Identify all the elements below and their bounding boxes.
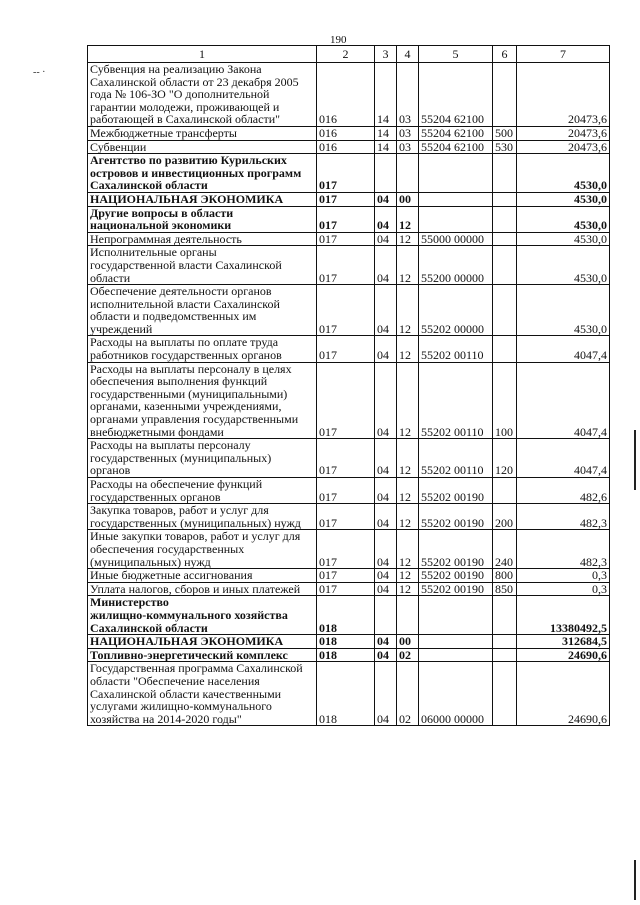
scan-edge-mark bbox=[634, 860, 636, 900]
amount-cell: 13380492,5 bbox=[517, 596, 610, 635]
ministry-code-cell: 018 bbox=[317, 596, 375, 635]
target-article-code-cell: 55202 00190 bbox=[419, 582, 493, 596]
expense-type-code-cell: 120 bbox=[493, 439, 517, 478]
column-number: 6 bbox=[493, 46, 517, 63]
target-article-code-cell bbox=[419, 206, 493, 232]
table-row bbox=[88, 63, 610, 127]
section-code-cell: 04 bbox=[375, 648, 397, 662]
section-code-cell: 04 bbox=[375, 336, 397, 362]
amount-cell: 0,3 bbox=[517, 569, 610, 583]
table-row bbox=[88, 504, 610, 530]
budget-table-body bbox=[88, 46, 610, 726]
page-number: 190 bbox=[330, 34, 347, 46]
section-code-cell: 14 bbox=[375, 140, 397, 154]
expense-name-cell: Агентство по развитию Курильских островов и инвестиционных программ Сахалинской области bbox=[88, 154, 317, 193]
section-code-cell: 04 bbox=[375, 662, 397, 726]
expense-name-cell: Непрограммная деятельность bbox=[88, 232, 317, 246]
target-article-code-cell: 55202 00190 bbox=[419, 569, 493, 583]
ministry-code-cell: 017 bbox=[317, 232, 375, 246]
expense-type-code-cell bbox=[493, 232, 517, 246]
section-code-cell: 04 bbox=[375, 478, 397, 504]
column-number: 4 bbox=[397, 46, 419, 63]
subsection-code-cell: 12 bbox=[397, 362, 419, 439]
ministry-code-cell: 016 bbox=[317, 63, 375, 127]
margin-mark: -- · bbox=[33, 67, 46, 78]
section-code-cell: 04 bbox=[375, 192, 397, 206]
column-number: 3 bbox=[375, 46, 397, 63]
target-article-code-cell bbox=[419, 596, 493, 635]
target-article-code-cell: 55204 62100 bbox=[419, 126, 493, 140]
amount-cell: 20473,6 bbox=[517, 140, 610, 154]
amount-cell: 4530,0 bbox=[517, 154, 610, 193]
expense-type-code-cell bbox=[493, 206, 517, 232]
subsection-code-cell: 03 bbox=[397, 140, 419, 154]
amount-cell: 482,6 bbox=[517, 478, 610, 504]
section-code-cell bbox=[375, 596, 397, 635]
section-code-cell: 04 bbox=[375, 504, 397, 530]
expense-name-cell: Уплата налогов, сборов и иных платежей bbox=[88, 582, 317, 596]
amount-cell: 20473,6 bbox=[517, 126, 610, 140]
table-row bbox=[88, 648, 610, 662]
table-row bbox=[88, 336, 610, 362]
table-row bbox=[88, 478, 610, 504]
ministry-code-cell: 017 bbox=[317, 192, 375, 206]
expense-type-code-cell: 800 bbox=[493, 569, 517, 583]
column-number: 7 bbox=[517, 46, 610, 63]
section-code-cell: 04 bbox=[375, 362, 397, 439]
amount-cell: 20473,6 bbox=[517, 63, 610, 127]
table-row bbox=[88, 362, 610, 439]
expense-name-cell: Расходы на обеспечение функций государственных органов bbox=[88, 478, 317, 504]
subsection-code-cell: 12 bbox=[397, 530, 419, 569]
column-number: 5 bbox=[419, 46, 493, 63]
expense-type-code-cell: 500 bbox=[493, 126, 517, 140]
table-row bbox=[88, 206, 610, 232]
expense-name-cell: Расходы на выплаты персоналу государственных (муниципальных) органов bbox=[88, 439, 317, 478]
ministry-code-cell: 018 bbox=[317, 635, 375, 649]
ministry-code-cell: 017 bbox=[317, 504, 375, 530]
amount-cell: 24690,6 bbox=[517, 662, 610, 726]
target-article-code-cell: 55000 00000 bbox=[419, 232, 493, 246]
expense-type-code-cell bbox=[493, 154, 517, 193]
expense-type-code-cell: 100 bbox=[493, 362, 517, 439]
subsection-code-cell bbox=[397, 154, 419, 193]
subsection-code-cell: 12 bbox=[397, 478, 419, 504]
target-article-code-cell: 55202 00110 bbox=[419, 439, 493, 478]
ministry-code-cell: 017 bbox=[317, 478, 375, 504]
amount-cell: 4530,0 bbox=[517, 206, 610, 232]
section-code-cell: 04 bbox=[375, 246, 397, 285]
subsection-code-cell: 12 bbox=[397, 582, 419, 596]
expense-type-code-cell bbox=[493, 662, 517, 726]
target-article-code-cell: 55202 00190 bbox=[419, 530, 493, 569]
expense-type-code-cell: 530 bbox=[493, 140, 517, 154]
amount-cell: 24690,6 bbox=[517, 648, 610, 662]
section-code-cell: 04 bbox=[375, 582, 397, 596]
expense-type-code-cell bbox=[493, 478, 517, 504]
section-code-cell: 04 bbox=[375, 439, 397, 478]
section-code-cell: 14 bbox=[375, 63, 397, 127]
ministry-code-cell: 017 bbox=[317, 569, 375, 583]
ministry-code-cell: 017 bbox=[317, 206, 375, 232]
column-number: 1 bbox=[88, 46, 317, 63]
expense-type-code-cell bbox=[493, 192, 517, 206]
table-row bbox=[88, 192, 610, 206]
expense-name-cell: Иные закупки товаров, работ и услуг для обеспечения государственных (муниципальных) нужд bbox=[88, 530, 317, 569]
ministry-code-cell: 017 bbox=[317, 439, 375, 478]
ministry-code-cell: 016 bbox=[317, 140, 375, 154]
subsection-code-cell: 12 bbox=[397, 206, 419, 232]
expense-name-cell: НАЦИОНАЛЬНАЯ ЭКОНОМИКА bbox=[88, 192, 317, 206]
subsection-code-cell: 03 bbox=[397, 63, 419, 127]
subsection-code-cell: 00 bbox=[397, 192, 419, 206]
section-code-cell: 04 bbox=[375, 635, 397, 649]
section-code-cell: 04 bbox=[375, 530, 397, 569]
target-article-code-cell: 55204 62100 bbox=[419, 63, 493, 127]
subsection-code-cell bbox=[397, 596, 419, 635]
target-article-code-cell bbox=[419, 648, 493, 662]
table-row bbox=[88, 582, 610, 596]
subsection-code-cell: 03 bbox=[397, 126, 419, 140]
amount-cell: 4047,4 bbox=[517, 336, 610, 362]
subsection-code-cell: 12 bbox=[397, 439, 419, 478]
table-row bbox=[88, 530, 610, 569]
table-row bbox=[88, 569, 610, 583]
ministry-code-cell: 017 bbox=[317, 362, 375, 439]
amount-cell: 4530,0 bbox=[517, 192, 610, 206]
expense-name-cell: Государственная программа Сахалинской области "Обеспечение населения Сахалинской области качественными услугами жилищно-коммунального хозяйства на 2014-2020 годы" bbox=[88, 662, 317, 726]
table-row bbox=[88, 285, 610, 336]
section-code-cell: 04 bbox=[375, 285, 397, 336]
ministry-code-cell: 016 bbox=[317, 126, 375, 140]
section-code-cell: 04 bbox=[375, 206, 397, 232]
expense-type-code-cell bbox=[493, 246, 517, 285]
table-row bbox=[88, 154, 610, 193]
target-article-code-cell: 55202 00110 bbox=[419, 336, 493, 362]
expense-type-code-cell: 240 bbox=[493, 530, 517, 569]
subsection-code-cell: 12 bbox=[397, 285, 419, 336]
subsection-code-cell: 02 bbox=[397, 662, 419, 726]
amount-cell: 4530,0 bbox=[517, 246, 610, 285]
table-row bbox=[88, 596, 610, 635]
ministry-code-cell: 017 bbox=[317, 530, 375, 569]
expense-name-cell: Обеспечение деятельности органов исполнительной власти Сахалинской области и подведомственных им учреждений bbox=[88, 285, 317, 336]
scan-edge-mark bbox=[634, 430, 636, 490]
ministry-code-cell: 018 bbox=[317, 648, 375, 662]
table-row bbox=[88, 140, 610, 154]
target-article-code-cell: 55202 00190 bbox=[419, 504, 493, 530]
expense-name-cell: Расходы на выплаты по оплате труда работников государственных органов bbox=[88, 336, 317, 362]
table-row bbox=[88, 662, 610, 726]
expense-name-cell: Субвенция на реализацию Закона Сахалинской области от 23 декабря 2005 года № 106-ЗО "О дополнительной гарантии молодежи, проживающей и работающей в Сахалинской области" bbox=[88, 63, 317, 127]
expense-type-code-cell bbox=[493, 285, 517, 336]
subsection-code-cell: 12 bbox=[397, 246, 419, 285]
expense-type-code-cell bbox=[493, 336, 517, 362]
ministry-code-cell: 017 bbox=[317, 336, 375, 362]
ministry-code-cell: 018 bbox=[317, 662, 375, 726]
subsection-code-cell: 00 bbox=[397, 635, 419, 649]
ministry-code-cell: 017 bbox=[317, 246, 375, 285]
target-article-code-cell bbox=[419, 154, 493, 193]
expense-name-cell: НАЦИОНАЛЬНАЯ ЭКОНОМИКА bbox=[88, 635, 317, 649]
amount-cell: 4530,0 bbox=[517, 232, 610, 246]
ministry-code-cell: 017 bbox=[317, 582, 375, 596]
amount-cell: 312684,5 bbox=[517, 635, 610, 649]
expense-name-cell: Другие вопросы в области национальной экономики bbox=[88, 206, 317, 232]
subsection-code-cell: 02 bbox=[397, 648, 419, 662]
section-code-cell: 04 bbox=[375, 232, 397, 246]
amount-cell: 4047,4 bbox=[517, 439, 610, 478]
column-number-row bbox=[88, 46, 610, 63]
subsection-code-cell: 12 bbox=[397, 504, 419, 530]
target-article-code-cell: 55202 00000 bbox=[419, 285, 493, 336]
expense-name-cell: Исполнительные органы государственной власти Сахалинской области bbox=[88, 246, 317, 285]
table-row bbox=[88, 635, 610, 649]
expense-type-code-cell bbox=[493, 63, 517, 127]
subsection-code-cell: 12 bbox=[397, 569, 419, 583]
table-row bbox=[88, 232, 610, 246]
target-article-code-cell: 55200 00000 bbox=[419, 246, 493, 285]
amount-cell: 482,3 bbox=[517, 504, 610, 530]
expense-type-code-cell: 850 bbox=[493, 582, 517, 596]
amount-cell: 4047,4 bbox=[517, 362, 610, 439]
expense-type-code-cell: 200 bbox=[493, 504, 517, 530]
target-article-code-cell bbox=[419, 635, 493, 649]
target-article-code-cell: 55202 00110 bbox=[419, 362, 493, 439]
subsection-code-cell: 12 bbox=[397, 336, 419, 362]
expense-type-code-cell bbox=[493, 648, 517, 662]
expense-name-cell: Закупка товаров, работ и услуг для государственных (муниципальных) нужд bbox=[88, 504, 317, 530]
table-row bbox=[88, 246, 610, 285]
expense-type-code-cell bbox=[493, 635, 517, 649]
table-row bbox=[88, 439, 610, 478]
subsection-code-cell: 12 bbox=[397, 232, 419, 246]
ministry-code-cell: 017 bbox=[317, 154, 375, 193]
section-code-cell bbox=[375, 154, 397, 193]
section-code-cell: 04 bbox=[375, 569, 397, 583]
budget-table bbox=[87, 45, 610, 726]
expense-name-cell: Субвенции bbox=[88, 140, 317, 154]
expense-type-code-cell bbox=[493, 596, 517, 635]
section-code-cell: 14 bbox=[375, 126, 397, 140]
column-number: 2 bbox=[317, 46, 375, 63]
amount-cell: 482,3 bbox=[517, 530, 610, 569]
ministry-code-cell: 017 bbox=[317, 285, 375, 336]
expense-name-cell: Иные бюджетные ассигнования bbox=[88, 569, 317, 583]
amount-cell: 4530,0 bbox=[517, 285, 610, 336]
target-article-code-cell bbox=[419, 192, 493, 206]
target-article-code-cell: 55202 00190 bbox=[419, 478, 493, 504]
target-article-code-cell: 06000 00000 bbox=[419, 662, 493, 726]
expense-name-cell: Министерство жилищно-коммунального хозяйства Сахалинской области bbox=[88, 596, 317, 635]
expense-name-cell: Расходы на выплаты персоналу в целях обеспечения выполнения функций государственными (муниципальными) органами, казенными учреждениями, органами управления государственными внебюджетными фондами bbox=[88, 362, 317, 439]
target-article-code-cell: 55204 62100 bbox=[419, 140, 493, 154]
amount-cell: 0,3 bbox=[517, 582, 610, 596]
expense-name-cell: Межбюджетные трансферты bbox=[88, 126, 317, 140]
table-row bbox=[88, 126, 610, 140]
expense-name-cell: Топливно-энергетический комплекс bbox=[88, 648, 317, 662]
